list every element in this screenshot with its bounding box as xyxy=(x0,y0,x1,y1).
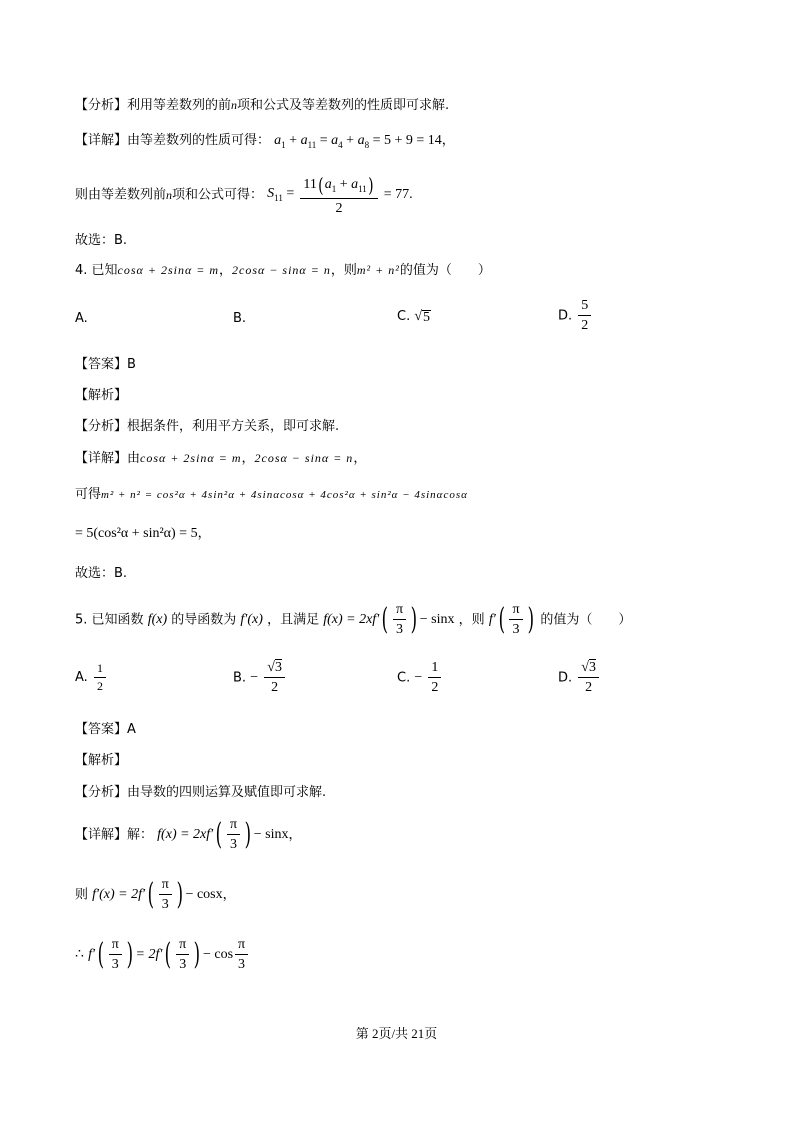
therefore-lhs: f′ xyxy=(88,946,96,962)
q4-eq2: 2cosα − sinα = n xyxy=(254,451,354,465)
fp: f′ xyxy=(488,611,496,627)
analysis-text: 由导数的四则运算及赋值即可求解. xyxy=(127,785,327,800)
three: 3 xyxy=(161,897,169,913)
frac-den: 2 xyxy=(585,680,593,696)
deriv-text: 则 xyxy=(75,887,89,903)
option-label: C. xyxy=(397,670,411,686)
punct: ， xyxy=(288,827,302,843)
option-label: B. xyxy=(233,670,247,686)
q4-then: ，则 xyxy=(330,263,357,278)
fraction: $\frac{√3}{2}$ xyxy=(264,660,285,696)
sqrt-expr: √ 5 xyxy=(414,309,431,325)
detail-tag: 【详解】 xyxy=(75,133,128,148)
three: 3 xyxy=(179,957,187,973)
q5-answer xyxy=(75,723,136,736)
frac-den: 2 xyxy=(96,679,103,694)
option-label: D. xyxy=(558,308,573,324)
q5-question: 5. 已知函数 f(x) 的导函数为 f′(x) ，且满足 f(x) = 2xf′( $\frac{\pi}{3}$ ) − sinx ，则 f′( $\frac{\pi}{3}$ ) 的值为（ ） xyxy=(75,601,632,638)
q5-text: ，则 xyxy=(458,612,485,628)
three: 3 xyxy=(396,622,404,638)
detail-text: 由等差数列的性质可得： xyxy=(127,133,271,148)
question-number: 4. 已知 xyxy=(75,263,118,278)
q5-therefore: ∴ f′( $\frac{\pi}{3}$ ) = 2f′( $\frac{\pi}{3}$ ) − cos $\frac{\pi}{3}$ xyxy=(75,937,250,973)
punct: ， xyxy=(197,526,211,541)
frac-den: 2 xyxy=(581,318,589,334)
pi-over-3 xyxy=(227,817,240,853)
q3-detail-result: = 5 + 9 = 14 xyxy=(372,133,442,148)
sqrt-value: 3 xyxy=(274,660,282,675)
frac-num: 1 xyxy=(94,662,106,678)
q4-analysis xyxy=(75,420,339,433)
sqrt-value: 5 xyxy=(423,310,431,325)
fraction xyxy=(578,298,591,334)
q4-tail: 的值为（ ） xyxy=(399,263,491,278)
q5-text: ，且满足 xyxy=(267,612,320,628)
analysis-tag: 【分析】 xyxy=(75,98,128,113)
sum-rhs: = 77. xyxy=(383,187,413,203)
fx: f(x) xyxy=(147,611,168,627)
q5-explain: 【解析】 xyxy=(75,753,128,768)
pi: π xyxy=(109,937,122,955)
detail-text: 由 xyxy=(127,451,141,466)
q4-choice: 故选：B. xyxy=(75,566,128,581)
frac-num: 1 xyxy=(428,660,441,678)
pi: π xyxy=(393,602,406,620)
frac-den: 2 xyxy=(431,680,439,696)
q3-choice: 故选：B. xyxy=(75,233,128,248)
page-footer: 第 2页/共 21页 xyxy=(355,1026,438,1041)
minus-sign: − xyxy=(414,669,423,685)
option-label: A. xyxy=(75,670,88,686)
q5-deriv: 则 f′(x) = 2f′( $\frac{\pi}{3}$ ) − cosx， xyxy=(75,876,236,913)
q4-option-c xyxy=(397,310,431,325)
pi: π xyxy=(227,817,240,835)
fraction xyxy=(94,662,106,693)
pi-over-3 xyxy=(235,937,248,973)
punct: ， xyxy=(222,887,236,903)
sum-text: 项和公式可得： xyxy=(172,187,264,203)
analysis-text: 利用等差数列的前 xyxy=(127,98,232,113)
three: 3 xyxy=(229,837,237,853)
therefore-mid: = 2f′ xyxy=(135,946,163,962)
q4-option-b: B. xyxy=(233,311,247,326)
fpx: f′(x) xyxy=(240,611,263,627)
q5-option-d xyxy=(558,660,601,696)
q3-detail-math: $a_1 + a_{11} = a_4 + a_8 = 5 + 9 = 14$ xyxy=(274,133,442,150)
detail-text: 解： xyxy=(127,827,154,843)
q4-eq2: 2cosα − sinα = n xyxy=(232,263,331,277)
option-label: D. xyxy=(558,670,573,686)
q4-option-d xyxy=(558,298,593,334)
var-n: n xyxy=(231,98,238,112)
q4-detail xyxy=(75,452,366,465)
frac-num: 5 xyxy=(578,298,591,316)
q4-question xyxy=(75,264,491,277)
var-n: n xyxy=(166,188,173,203)
pi-over-3 xyxy=(159,877,172,913)
q5-option-a xyxy=(75,662,108,693)
q5-eq-lhs: f(x) = 2xf′ xyxy=(323,611,380,627)
frac-coef: 11 xyxy=(303,177,317,193)
question-number: 5. 已知函数 xyxy=(75,612,144,628)
detail-lhs: f(x) = 2xf′ xyxy=(157,826,214,842)
answer-tag: 【答案】 xyxy=(75,722,128,737)
detail-rhs: − sinx xyxy=(253,826,289,842)
q4-result xyxy=(75,527,211,541)
q4-answer xyxy=(75,358,136,371)
q5-tail: 的值为（ ） xyxy=(540,612,632,628)
three: 3 xyxy=(238,957,246,973)
q3-analysis-line xyxy=(75,99,449,112)
q3-detail-line xyxy=(75,134,455,150)
analysis-text: 项和公式及等差数列的性质即可求解. xyxy=(237,98,450,113)
detail-tag: 【详解】 xyxy=(75,451,128,466)
option-label: C. xyxy=(397,309,411,324)
q4-target: m² + n² xyxy=(356,263,400,277)
pi: π xyxy=(509,602,522,620)
detail-tag: 【详解】 xyxy=(75,827,128,843)
fraction: $\frac{√3}{2}$ xyxy=(578,660,599,696)
therefore-rhs: − cos xyxy=(202,946,234,962)
pi-over-3 xyxy=(109,937,122,973)
therefore-symbol: ∴ xyxy=(75,946,84,962)
answer-value: B xyxy=(127,357,136,372)
q3-sum-line xyxy=(75,174,413,216)
pi: π xyxy=(176,937,189,955)
q5-detail: 【详解】解： f(x) = 2xf′( $\frac{\pi}{3}$ ) − sinx， xyxy=(75,816,302,853)
analysis-tag: 【分析】 xyxy=(75,419,128,434)
sum-lhs: $S_{11}$ = xyxy=(267,186,295,204)
sum-fraction: $\frac{11(a_1 + a_{11})}{2}$ xyxy=(300,174,377,216)
q4-eq1: cosα + 2sinα = m xyxy=(117,263,220,277)
expand-math: m² + n² = cos²α + 4sin²α + 4sinαcosα + 4cos²α + sin²α − 4sinαcosα xyxy=(101,489,468,501)
answer-value: A xyxy=(127,722,136,737)
expand-text: 可得 xyxy=(75,487,102,502)
q5-text: 的导函数为 xyxy=(171,612,237,628)
pi: π xyxy=(235,937,248,955)
three: 3 xyxy=(111,957,119,973)
frac-den: 2 xyxy=(335,201,343,216)
pi-over-3 xyxy=(509,602,522,638)
sqrt-value: 3 xyxy=(588,660,596,675)
deriv-lhs: f′(x) = 2f′ xyxy=(92,886,146,902)
three: 3 xyxy=(512,622,520,638)
answer-tag: 【答案】 xyxy=(75,357,128,372)
fraction xyxy=(428,660,441,696)
q4-option-a: A. xyxy=(75,311,88,326)
result-math: = 5(cos²α + sin²α) = 5 xyxy=(75,526,198,541)
sum-text: 则由等差数列前 xyxy=(75,187,167,203)
deriv-rhs: − cosx xyxy=(185,886,223,902)
q5-option-c xyxy=(397,660,443,696)
q5-option-b xyxy=(233,660,287,696)
analysis-text: 根据条件，利用平方关系，即可求解. xyxy=(127,419,340,434)
pi: π xyxy=(159,877,172,895)
frac-den: 2 xyxy=(271,680,279,696)
q4-expand xyxy=(75,488,468,501)
pi-over-3 xyxy=(176,937,189,973)
q5-analysis xyxy=(75,786,326,799)
punct: ， xyxy=(241,451,255,466)
q4-eq1: cosα + 2sinα = m xyxy=(140,451,242,465)
punct: ， xyxy=(219,263,233,278)
q5-eq-rhs: − sinx xyxy=(419,611,455,627)
punct: ， xyxy=(353,451,367,466)
analysis-tag: 【分析】 xyxy=(75,785,128,800)
q4-explain: 【解析】 xyxy=(75,388,128,403)
punct: ， xyxy=(441,133,455,148)
minus-sign: − xyxy=(250,669,259,685)
pi-over-3 xyxy=(393,602,406,638)
